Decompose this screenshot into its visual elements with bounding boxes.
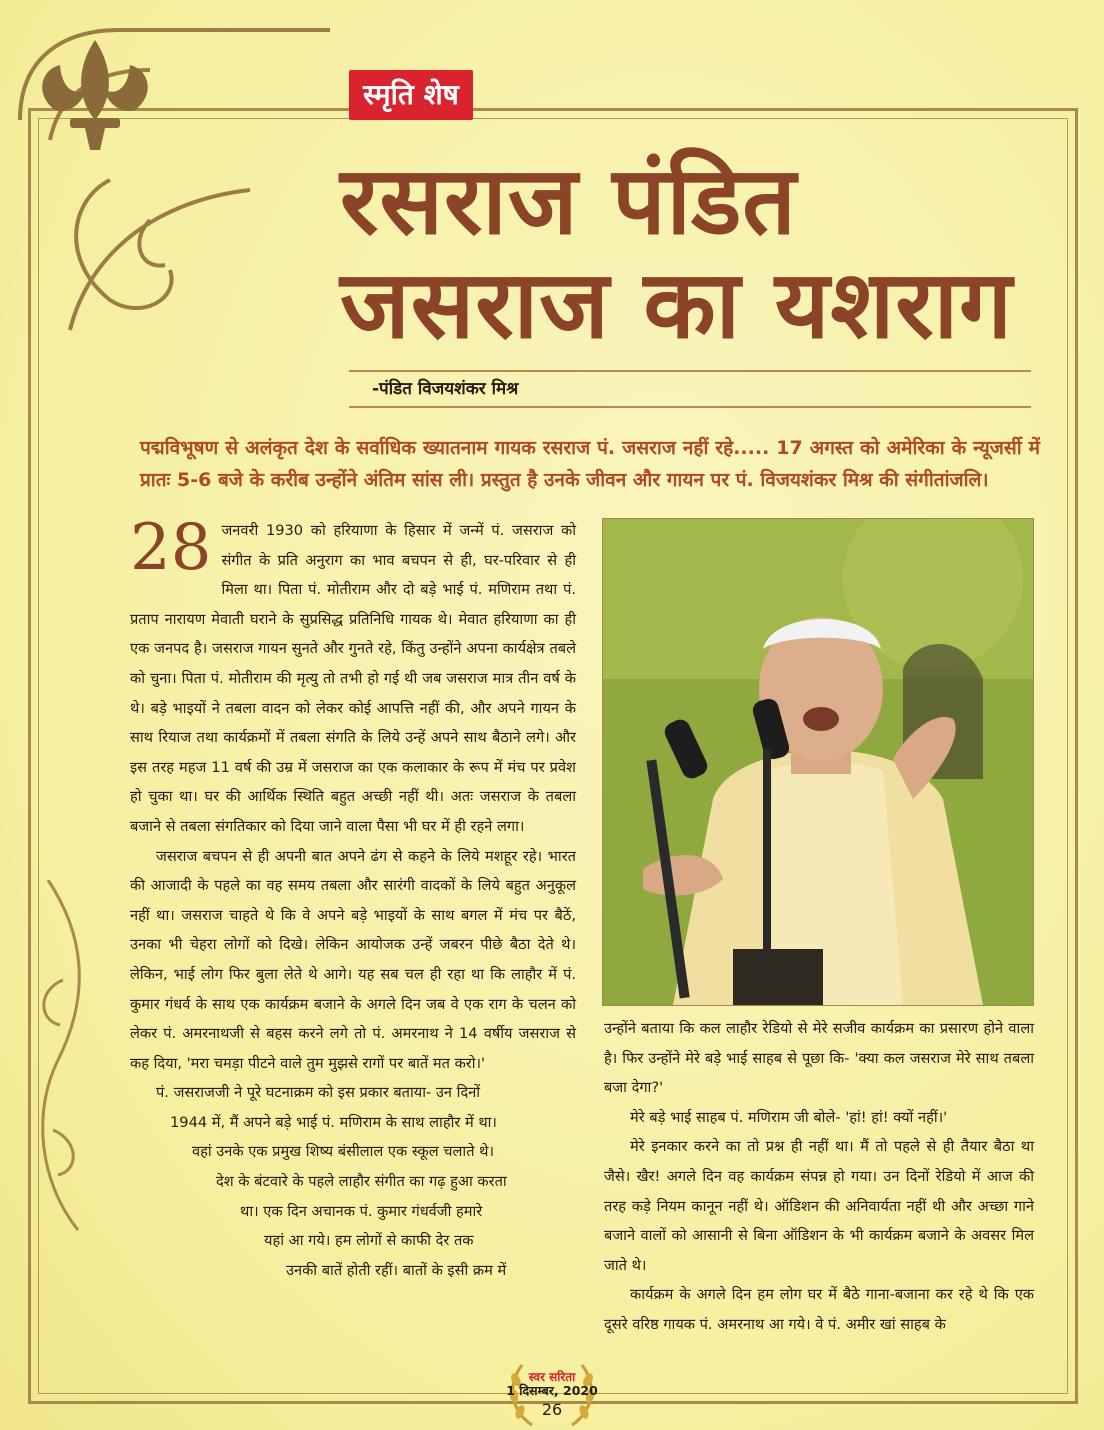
singer-illustration bbox=[603, 519, 1033, 1005]
section-kicker: स्मृति शेष bbox=[349, 70, 473, 120]
narrow-line: देश के बंटवारे के पहले लाहौर संगीत का गढ़ हुआ करता bbox=[216, 1173, 507, 1191]
right-paragraph-2: मेरे बड़े भाई साहब पं. मणिराम जी बोले- 'हां! हां! क्यों नहीं।' bbox=[630, 1108, 948, 1126]
intro-paragraph: पद्मविभूषण से अलंकृत देश के सर्वाधिक ख्यातनाम गायक रसराज पं. जसराज नहीं रहे..... 17 अगस्त को अमेरिका के न्यूजर्सी में प्रातः 5-6 बजे के करीब उन्होंने अंतिम सांस ली। प्रस्तुत है उनके जीवन और गायन पर पं. विजयशंकर मिश्र की संगीतांजलि। bbox=[140, 437, 1040, 491]
narrow-line: था। एक दिन अचानक पं. कुमार गंधर्वजी हमारे bbox=[240, 1202, 483, 1220]
paragraph-1-text: जनवरी 1930 को हरियाणा के हिसार में जन्में पं. जसराज को संगीत के प्रति अनुराग का भाव बचपन से ही, घर-परिवार से ही मिला था। पिता पं. मोतीराम और दो बड़े भाई पं. मणिराम तथा पं. प्रताप नारायण मेवाती घराने के सुप्रसिद्ध प्रतिनिधि गायक थे। मेवात हरियाणा का ही एक जनपद है। जसराज गायन सुनते और गुनते रहे, किंतु उन्होंने अपना कार्यक्षेत्र तबले को चुना। पिता पं. मोतीराम की मृत्यु तो तभी हो गई थी जब जसराज मात्र तीन वर्ष के थे। बड़े भाइयों ने तबला वादन को लेकर कोई आपत्ति नहीं की, और अपने गायन के साथ रियाज तथा कार्यक्रमों में तबला संगति के लिये उन्हें अपने साथ बैठाने लगे। और इस तरह महज 11 वर्ष की उम्र में जसराज का एक कलाकार के रूप में मंच पर प्रवेश हो चुका था। घर की आर्थिक स्थिति बहुत अच्छी नहीं थी। अतः जसराज के तबला बजाने से तबला संगतिकार को दिया जाने वाला पैसा भी घर में ही रहने लगा। bbox=[130, 522, 576, 835]
byline-rule-top bbox=[349, 370, 1031, 372]
singer-photo bbox=[602, 518, 1034, 1006]
narrow-line: पं. जसराजजी ने पूरे घटनाक्रम को इस प्रकार बताया- उन दिनों bbox=[156, 1084, 481, 1102]
right-paragraph-1: उन्होंने बताया कि कल लाहौर रेडियो से मेरे सजीव कार्यक्रम का प्रसारण होने वाला है। फिर उन्होंने मेरे बड़े भाई साहब से पूछा कि- 'क्या कल जसराज मेरे साथ तबला बजा देगा?' bbox=[604, 1020, 1034, 1097]
byline: -पंडित विजयशंकर मिश्र bbox=[372, 379, 519, 399]
paragraph-2: जसराज बचपन से ही अपनी बात अपने ढंग से कहने के लिये मशहूर रहे। भारत की आजादी के पहले का वह समय तबला और सारंगी वादकों के लिये बहुत अनुकूल नहीं था। जसराज चाहते थे कि वे अपने बड़े भाइयों के साथ बगल में मंच पर बैठें, उनका भी चेहरा लोगों को दिखे। लेकिन आयोजक उन्हें जबरन पीछे बैठा देते थे। लेकिन, भाई लोग फिर बुला लेते थे आगे। यह सब चल ही रहा था कि लाहौर में पं. कुमार गंधर्व के साथ एक कार्यक्रम बजाने के अगले दिन जब वे एक राग के चलन को लेकर पं. अमरनाथजी से बहस करने लगे तो पं. अमरनाथ ने 14 वर्षीय जसराज से कह दिया, 'मरा चमड़ा पीटने वाले तुम मुझसे रागों पर बातें मत करो।' bbox=[130, 847, 576, 1072]
article-title bbox=[340, 147, 1080, 360]
fleur-de-lis-ornament-icon bbox=[0, 0, 330, 340]
narrow-line: उनकी बातें होती रहीं। बातों के इसी क्रम में bbox=[286, 1261, 507, 1279]
paragraph-1 bbox=[130, 511, 576, 842]
left-column bbox=[130, 511, 576, 1285]
right-column bbox=[604, 1014, 1034, 1340]
narrow-line: 1944 में, मैं अपने बड़े भाई पं. मणिराम के साथ लाहौर में था। bbox=[170, 1113, 497, 1131]
narrow-line: वहां उनके एक प्रमुख शिष्य बंसीलाल एक स्कूल चलाते थे। bbox=[192, 1143, 495, 1161]
narrow-line: यहां आ गये। हम लोगों से काफी देर तक bbox=[264, 1232, 474, 1250]
title-line-1: रसराज पंडित bbox=[340, 147, 797, 256]
right-paragraph-3: मेरे इनकार करने का तो प्रश्न ही नहीं था। मैं तो पहले से ही तैयार बैठा था जैसे। खैर! अगले दिन वह कार्यक्रम संपन्न हो गया। उन दिनों रेडियो में आज की तरह कड़े नियम कानून नहीं थे। ऑडिशन की अनिवार्यता नहीं थी और अच्छा गाने बजाने वालों को आसानी से बिना ऑडिशन के भी कार्यक्रम बजाने के अवसर मिल जाते थे। bbox=[604, 1138, 1034, 1274]
page-footer-badge bbox=[502, 1360, 602, 1430]
title-line-2: जसराज का यशराग bbox=[340, 251, 1013, 360]
byline-rule-bottom bbox=[349, 406, 1031, 408]
narrow-paragraph bbox=[130, 1078, 576, 1285]
side-scroll-ornament-icon bbox=[8, 880, 118, 1300]
magazine-name: स्वर सरिता bbox=[528, 1370, 576, 1384]
dropcap: 28 bbox=[130, 511, 212, 585]
page-number: 26 bbox=[541, 1400, 563, 1419]
issue-date: 1 दिसम्बर, 2020 bbox=[506, 1383, 598, 1398]
right-paragraph-4: कार्यक्रम के अगले दिन हम लोग घर में बैठे गाना-बजाना कर रहे थे कि एक दूसरे वरिष्ठ गायक पं. अमरनाथ आ गये। वे पं. अमीर खां साहब के bbox=[604, 1286, 1034, 1333]
